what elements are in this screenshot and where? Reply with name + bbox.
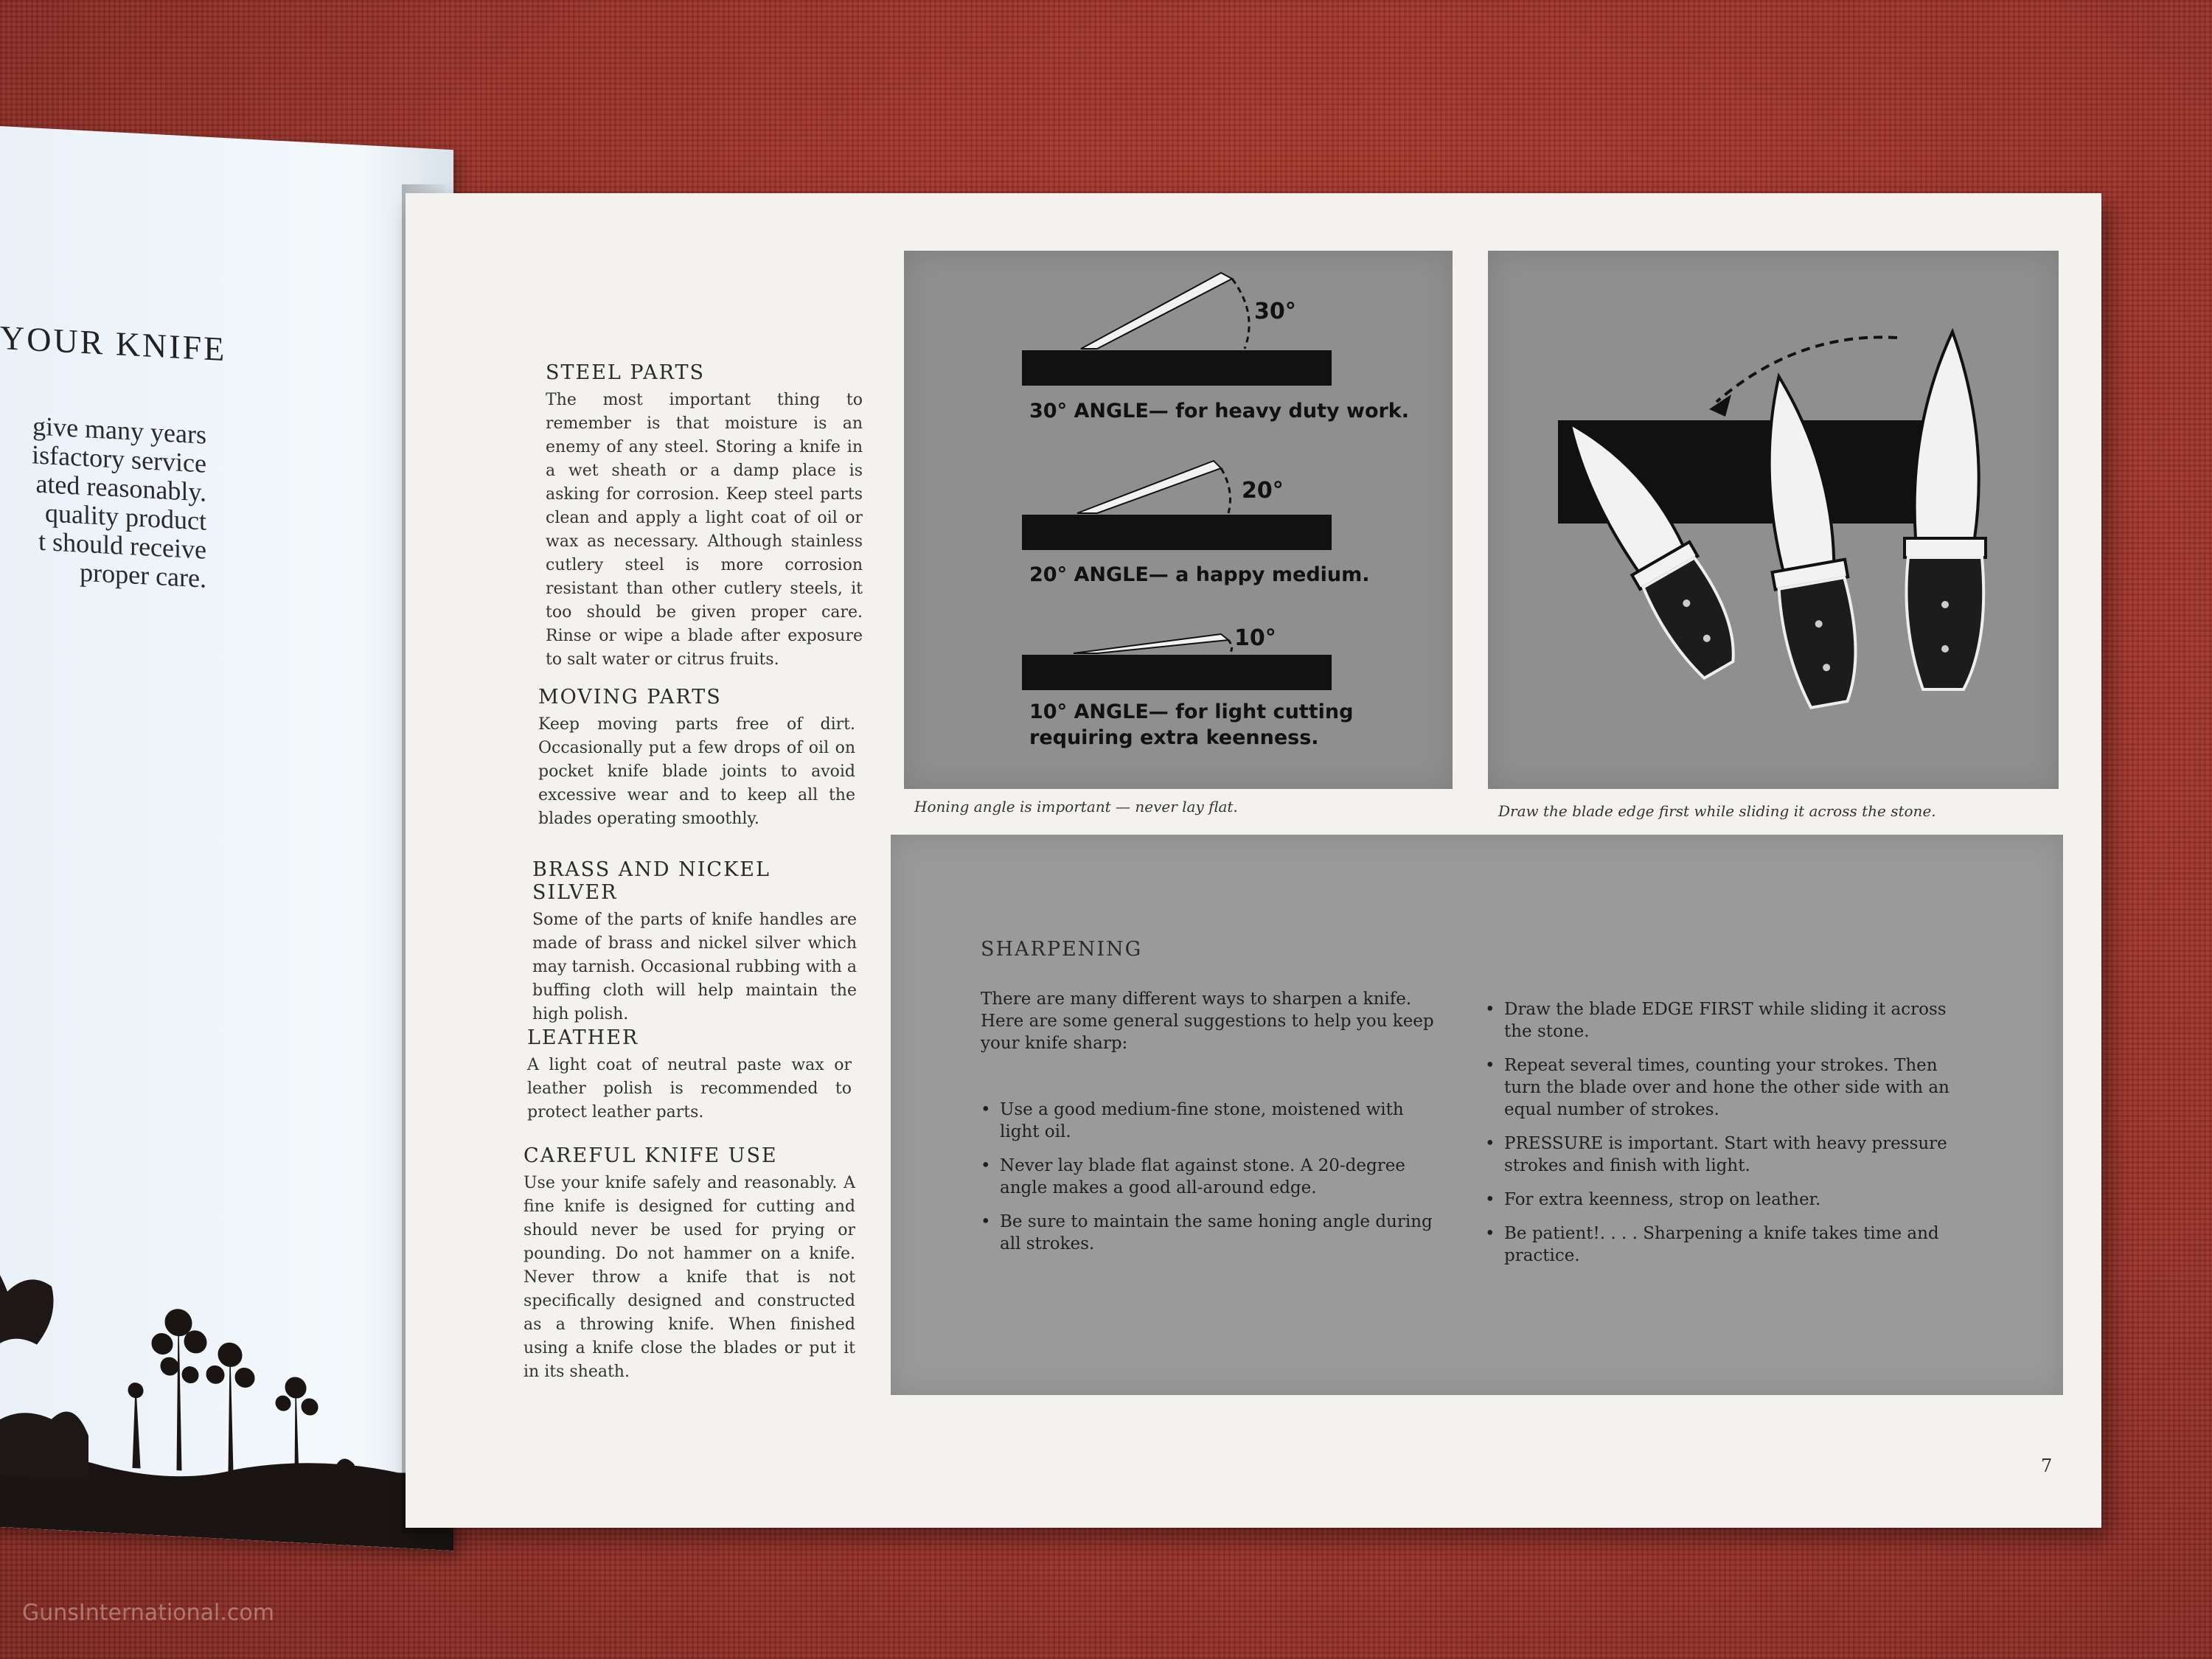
section-brass-nickel <box>532 858 857 1026</box>
degree-label-20: 20° <box>1242 478 1284 504</box>
sharpening-left-list <box>981 1099 1439 1267</box>
list-item: • Never lay blade flat against stone. A 20-degree angle makes a good all-around edge. <box>981 1155 1439 1199</box>
list-item: • PRESSURE is important. Start with heavy pressure strokes and finish with light. <box>1485 1133 1964 1177</box>
angles-panel <box>904 251 1453 789</box>
sharpening-intro: There are many different ways to sharpen a knife. Here are some general suggestions to help you keep your knife sharp: <box>981 990 1434 1053</box>
angle-description: — for light cutting <box>1148 700 1354 723</box>
knife-stroke-illustration <box>1488 251 2059 789</box>
angle-caption-10 <box>1029 700 1353 723</box>
angle-caption-20 <box>1029 563 1370 586</box>
lead-line: quality product <box>45 498 206 536</box>
lead-line: t should receive <box>38 526 206 565</box>
watermark: GunsInternational.com <box>22 1600 274 1626</box>
angle-name: 10° ANGLE <box>1029 700 1149 723</box>
section-body: Some of the parts of knife handles are made of brass and nickel silver which may tarnish. Occasional rubbing with a buffing cloth will help maintain the high polish. <box>532 911 857 1023</box>
section-careful-use <box>524 1144 855 1384</box>
section-title: LEATHER <box>527 1026 639 1049</box>
sharpening-right-list <box>1485 998 1964 1279</box>
list-item: • Be sure to maintain the same honing angle during all strokes. <box>981 1211 1439 1255</box>
lead-line: proper care. <box>80 557 206 594</box>
list-item: • Repeat several times, counting your strokes. Then turn the blade over and hone the other side with an equal number of strokes. <box>1485 1054 1964 1121</box>
lead-line: isfactory service <box>32 439 206 479</box>
sharpening-title: SHARPENING <box>981 938 1143 961</box>
section-steel-parts <box>546 361 863 672</box>
list-item: • For extra keenness, strop on leather. <box>1485 1189 1964 1211</box>
angles-caption: Honing angle is important — never lay flat. <box>914 798 1238 815</box>
knife-caption: Draw the blade edge first while sliding it across the stone. <box>1498 802 1936 820</box>
section-body: Use your knife safely and reasonably. A fine knife is designed for cutting and should never be used for prying or pounding. Do not hammer on a knife. Never throw a knife that is not specifically designed and constructed as a throwing knife. When finished using a knife close the blades or put it in its sheath. <box>524 1174 855 1381</box>
angle-description: — a happy medium. <box>1148 563 1370 586</box>
section-title: STEEL PARTS <box>546 361 705 384</box>
angle-name: 20° ANGLE <box>1029 563 1149 586</box>
knife-stroke-panel <box>1488 251 2059 789</box>
right-page <box>406 193 2101 1528</box>
degree-label-30: 30° <box>1254 299 1296 324</box>
angle-name: 30° ANGLE <box>1029 400 1149 422</box>
sharpening-panel <box>891 835 2063 1395</box>
degree-label-10: 10° <box>1234 625 1276 651</box>
list-item: • Be patient!. . . . Sharpening a knife takes time and practice. <box>1485 1222 1964 1267</box>
page-number: 7 <box>2041 1455 2053 1476</box>
landscape-silhouette <box>0 1047 453 1551</box>
section-body: Keep moving parts free of dirt. Occasionally put a few drops of oil on pocket knife blade joints to avoid excessive wear and to keep all the blades operating smoothly. <box>538 715 855 828</box>
section-title: CAREFUL KNIFE USE <box>524 1144 778 1167</box>
lead-line: give many years <box>32 411 206 450</box>
section-title: MOVING PARTS <box>538 686 722 709</box>
angle-caption-30 <box>1029 400 1409 422</box>
angle-caption-10-line2: requiring extra keenness. <box>1029 726 1319 749</box>
left-heading: YOUR KNIFE <box>0 319 227 369</box>
left-lead-text <box>0 409 206 594</box>
left-page <box>0 125 453 1551</box>
angle-description: — for heavy duty work. <box>1148 400 1410 422</box>
list-item: • Draw the blade EDGE FIRST while sliding it across the stone. <box>1485 998 1964 1043</box>
list-item: • Use a good medium-fine stone, moistened with light oil. <box>981 1099 1439 1143</box>
section-moving-parts <box>538 686 855 831</box>
lead-line: ated reasonably. <box>35 468 206 507</box>
section-body: The most important thing to remember is that moisture is an enemy of any steel. Storing a knife in a wet sheath or a damp place is asking for corrosion. Keep steel parts clean and apply a light coat of oil or wax as necessary. Although stainless cutlery steel is more corrosion resistant than other cutlery steels, it too should be given proper care. Rinse or wipe a blade after exposure to salt water or citrus fruits. <box>546 391 863 669</box>
section-leather <box>527 1026 852 1124</box>
section-body: A light coat of neutral paste wax or leather polish is recommended to protect leather parts. <box>527 1056 852 1121</box>
section-title: BRASS AND NICKEL SILVER <box>532 858 771 904</box>
